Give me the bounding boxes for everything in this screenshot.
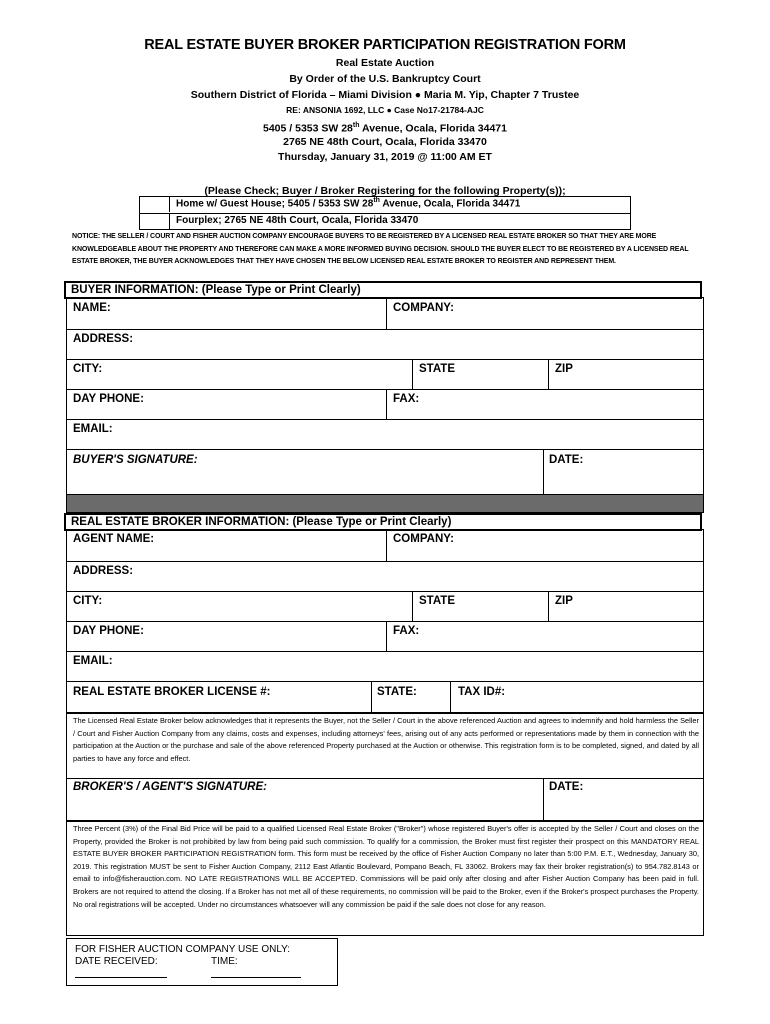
buyer-email-row[interactable]	[67, 420, 703, 450]
property-option-2[interactable]	[140, 213, 630, 230]
auction-date: Thursday, January 31, 2019 @ 11:00 AM ET	[278, 151, 492, 163]
time-received-line[interactable]	[211, 977, 301, 978]
buyer-email-label: EMAIL:	[73, 423, 113, 435]
buyer-section-divider	[67, 495, 703, 512]
auction-type: Real Estate Auction	[335, 57, 435, 69]
tax-id-label: TAX ID#:	[458, 686, 506, 698]
buyer-address-label: ADDRESS:	[73, 333, 134, 345]
property-checkbox-2[interactable]	[140, 214, 170, 230]
property-address-1: 5405 / 5353 SW 28th Avenue, Ocala, Florida 34471	[263, 122, 507, 135]
buyer-company-label: COMPANY:	[393, 302, 454, 314]
time-received-label: TIME:	[211, 956, 238, 967]
office-use-heading: FOR FISHER AUCTION COMPANY USE ONLY:	[75, 944, 291, 955]
buyer-day-phone-label: DAY PHONE:	[73, 393, 144, 405]
broker-state-label: STATE	[419, 595, 455, 607]
broker-city-label: CITY:	[73, 595, 103, 607]
buyer-city-label: CITY:	[73, 363, 103, 375]
broker-signature-row	[67, 778, 703, 821]
buyer-address-row[interactable]	[67, 330, 703, 360]
broker-acknowledgement-text: The Licensed Real Estate Broker below acknowledges that it represents the Buyer, not the Seller / Court in the above referenced Auction and agrees to indemnify and hold harmless the Seller / Court and Fisher Auction Company from any claims, costs and expenses, including attorneys' fees, arising out of any acts performed or representations made by them in connection with the participation at the Auction or the purchase and sale of the above referenced Property purchased at the Auction or otherwise. This registration form is to be completed, signed, and dated by all parties to have any force and effect.	[73, 716, 699, 763]
buyer-fax-label: FAX:	[393, 393, 420, 405]
property-option-1[interactable]	[140, 196, 630, 212]
broker-info-heading: REAL ESTATE BROKER INFORMATION: (Please Type or Print Clearly)	[64, 513, 702, 531]
broker-city-row	[67, 592, 703, 622]
broker-license-label: REAL ESTATE BROKER LICENSE #:	[73, 686, 271, 698]
property-address-2: 2765 NE 48th Court, Ocala, Florida 33470	[283, 136, 487, 148]
buyer-state-label: STATE	[419, 363, 455, 375]
broker-address-row[interactable]	[67, 562, 703, 592]
broker-fax-label: FAX:	[393, 625, 420, 637]
broker-info-grid	[66, 529, 704, 713]
broker-signature-label: BROKER'S / AGENT'S SIGNATURE:	[73, 781, 267, 793]
broker-license-row	[67, 682, 703, 712]
buyer-date-label: DATE:	[549, 454, 584, 466]
buyer-city-row	[67, 360, 703, 390]
buyer-phone-row	[67, 390, 703, 420]
broker-email-row[interactable]	[67, 652, 703, 682]
commission-terms-box	[66, 821, 704, 936]
broker-company-label: COMPANY:	[393, 533, 454, 545]
property-checklist	[139, 196, 631, 230]
court-district: Southern District of Florida – Miami Division ● Maria M. Yip, Chapter 7 Trustee	[190, 89, 580, 101]
buyer-signature-row	[67, 450, 703, 495]
buyer-name-row	[67, 298, 703, 330]
property-checkbox-1[interactable]	[140, 196, 170, 212]
broker-acknowledgement-box	[66, 713, 704, 821]
broker-phone-row	[67, 622, 703, 652]
commission-terms-text: Three Percent (3%) of the Final Bid Price will be paid to a qualified Licensed Real Estate Broker ("Broker") whose registered Buyer's offer is accepted by the Seller / Court and closes on the Property, provided the Broker is not prohibited by law from being paid such commission. To qualify for a commission, the Broker must first register their prospect on this MANDATORY REAL ESTATE BUYER BROKER PARTICIPATION REGISTRATION form. This form must be received by the office of Fisher Auction Company no later than 5:00 P.M. E.T., Wednesday, January 30, 2019. This registration MUST be sent to Fisher Auction Company, 2112 East Atlantic Boulevard, Pompano Beach, FL 33062. Brokers may fax their broker registration(s) to 954.782.8143 or email to info@fisherauction.com. NO LATE REGISTRATIONS WILL BE ACCEPTED. Commissions will be paid only after closing and after Fisher Auction Company has been paid in full. Brokers are not required to attend the closing. If a Broker has not met all of these requirements, no commission will be paid to the Broker, even if the Broker's prospect purchases the Property. No oral registrations will be accepted. Under no circumstances whatsoever will any commission be paid if the sale does not close for any reason.	[73, 824, 699, 909]
agent-name-label: AGENT NAME:	[73, 533, 155, 545]
form-title: REAL ESTATE BUYER BROKER PARTICIPATION REGISTRATION FORM	[144, 37, 626, 53]
broker-zip-label: ZIP	[555, 595, 573, 607]
broker-agent-row	[67, 530, 703, 562]
license-state-label: STATE:	[377, 686, 417, 698]
buyer-zip-label: ZIP	[555, 363, 573, 375]
broker-email-label: EMAIL:	[73, 655, 113, 667]
broker-day-phone-label: DAY PHONE:	[73, 625, 144, 637]
buyer-signature-label: BUYER'S SIGNATURE:	[73, 454, 198, 466]
date-received-label: DATE RECEIVED:	[75, 956, 158, 967]
notice-text: NOTICE: THE SELLER / COURT AND FISHER AUCTION COMPANY ENCOURAGE BUYERS TO BE REGISTERED BY A LICENSED REAL ESTATE BROKER SO THAT THEY ARE MORE KNOWLEDGEABLE ABOUT THE PROPERTY AND THEREFORE CAN MAKE A MORE INFORMED BUYING DECISION. SHOULD THE BUYER ELECT TO BE REGISTERED BY A LICENSED REAL ESTATE BROKER, THE BUYER ACKNOWLEDGES THAT THEY HAVE CHOSEN THE BELOW LICENSED REAL ESTATE BROKER TO REGISTER AND REPRESENT THEM.	[72, 233, 689, 265]
office-use-box	[66, 938, 338, 986]
case-number: RE: ANSONIA 1692, LLC ● Case No17-21784-AJC	[286, 105, 484, 115]
buyer-info-heading: BUYER INFORMATION: (Please Type or Print Clearly)	[64, 281, 702, 299]
date-received-line[interactable]	[75, 977, 167, 978]
court-order: By Order of the U.S. Bankruptcy Court	[289, 73, 481, 85]
buyer-name-label: NAME:	[73, 302, 111, 314]
broker-address-label: ADDRESS:	[73, 565, 134, 577]
property-label-2: Fourplex; 2765 NE 48th Court, Ocala, Florida 33470	[176, 215, 419, 226]
property-label-1: Home w/ Guest House; 5405 / 5353 SW 28th Avenue, Ocala, Florida 34471	[176, 197, 521, 210]
buyer-info-grid	[66, 297, 704, 513]
broker-date-label: DATE:	[549, 781, 584, 793]
property-check-instruction: (Please Check; Buyer / Broker Registering for the following Property(s));	[204, 185, 566, 197]
